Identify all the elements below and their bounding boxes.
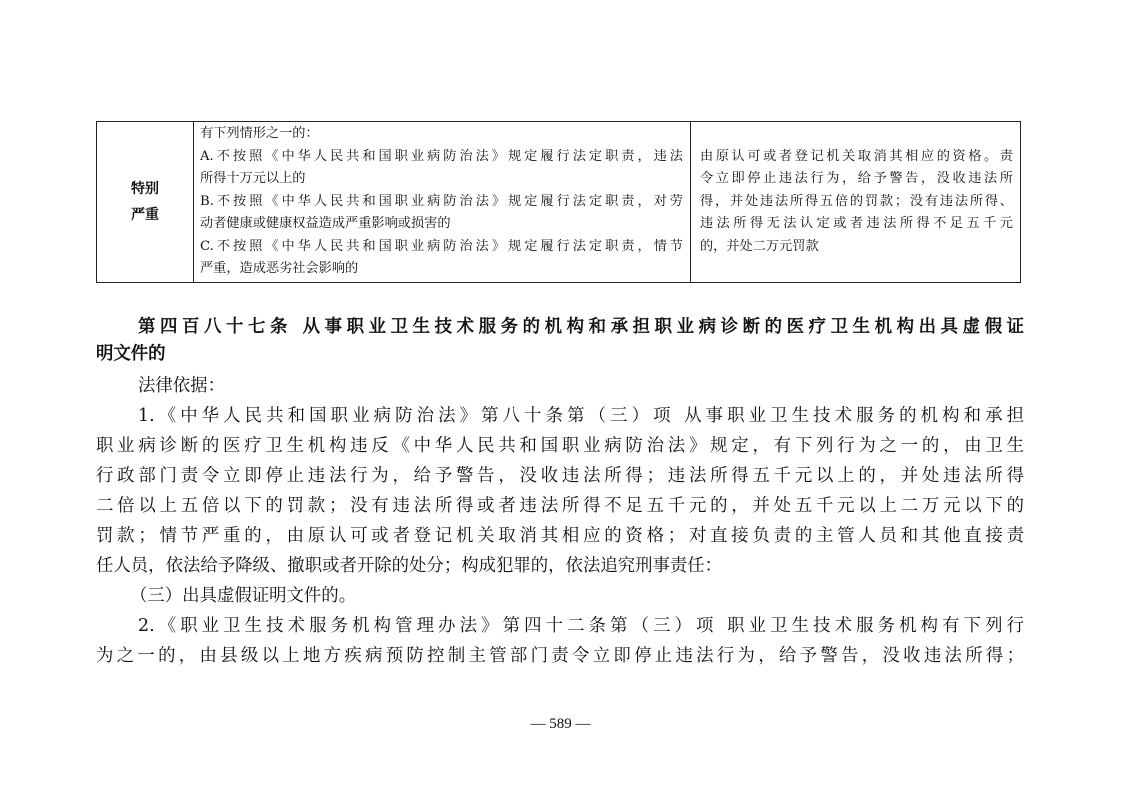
condition-line: 所得十万元以上的 bbox=[200, 171, 306, 187]
basis1-line: 行政部门责令立即停止违法行为，给予警告，没收违法所得；违法所得五千元以上的，并处违法所得 bbox=[96, 466, 1024, 486]
basis1-line: 二倍以上五倍以下的罚款；没有违法所得或者违法所得不足五千元的，并处五千元以上二万元以下的 bbox=[96, 496, 1024, 516]
basis1-line: 1.《中华人民共和国职业病防治法》第八十条第（三）项 从事职业卫生技术服务的机构和承担 bbox=[138, 406, 1024, 426]
condition-line: 动者健康或健康权益造成严重影响或损害的 bbox=[200, 216, 451, 232]
penalty-line: 令立即停止违法行为，给予警告，没收违法所 bbox=[700, 171, 1013, 187]
severity-level-text bbox=[131, 176, 159, 228]
page-number: — 589 — bbox=[530, 716, 591, 732]
basis2-line: 为之一的，由县级以上地方疾病预防控制主管部门责令立即停止违法行为，给予警告，没收违法所得； bbox=[96, 646, 1024, 666]
basis2-line: 2.《职业卫生技术服务机构管理办法》第四十二条第（三）项 职业卫生技术服务机构有下列行 bbox=[138, 616, 1024, 636]
penalty-table bbox=[96, 121, 1021, 283]
penalty-line: 得，并处违法所得五倍的罚款；没有违法所得、 bbox=[700, 193, 1013, 209]
article-heading-line: 第四百八十七条 从事职业卫生技术服务的机构和承担职业病诊断的医疗卫生机构出具虚假证 bbox=[138, 317, 1024, 337]
penalty-line: 违法所得无法认定或者违法所得不足五千元 bbox=[700, 216, 1013, 232]
conditions-cell bbox=[194, 122, 691, 282]
condition-line: B.不按照《中华人民共和国职业病防治法》规定履行法定职责，对劳 bbox=[200, 193, 683, 209]
basis1-line: 任人员，依法给予降级、撤职或者开除的处分；构成犯罪的，依法追究刑事责任： bbox=[96, 556, 723, 576]
article-body bbox=[96, 371, 1026, 671]
condition-line: 严重，造成恶劣社会影响的 bbox=[200, 261, 359, 277]
basis1-line: 罚款；情节严重的，由原认可或者登记机关取消其相应的资格；对直接负责的主管人员和其他直接责 bbox=[96, 526, 1024, 546]
condition-line: 有下列情形之一的： bbox=[200, 126, 319, 142]
penalty-cell bbox=[691, 122, 1020, 282]
penalty-line: 的，并处二万元罚款 bbox=[700, 238, 819, 254]
basis1-item: （三）出具虚假证明文件的。 bbox=[130, 586, 357, 606]
basis1-line: 职业病诊断的医疗卫生机构违反《中华人民共和国职业病防治法》规定，有下列行为之一的，由卫生 bbox=[96, 436, 1024, 456]
severity-level-line: 严重 bbox=[131, 207, 159, 223]
penalty-line: 由原认可或者登记机关取消其相应的资格。责 bbox=[700, 148, 1013, 164]
article-heading-line: 明文件的 bbox=[96, 344, 166, 364]
condition-line: A.不按照《中华人民共和国职业病防治法》规定履行法定职责，违法 bbox=[200, 148, 683, 164]
article-heading bbox=[96, 314, 1026, 368]
severity-level-line: 特别 bbox=[131, 181, 159, 197]
legal-basis-label: 法律依据： bbox=[138, 376, 225, 396]
severity-level-cell bbox=[97, 122, 194, 282]
condition-line: C.不按照《中华人民共和国职业病防治法》规定履行法定职责，情节 bbox=[200, 238, 683, 254]
